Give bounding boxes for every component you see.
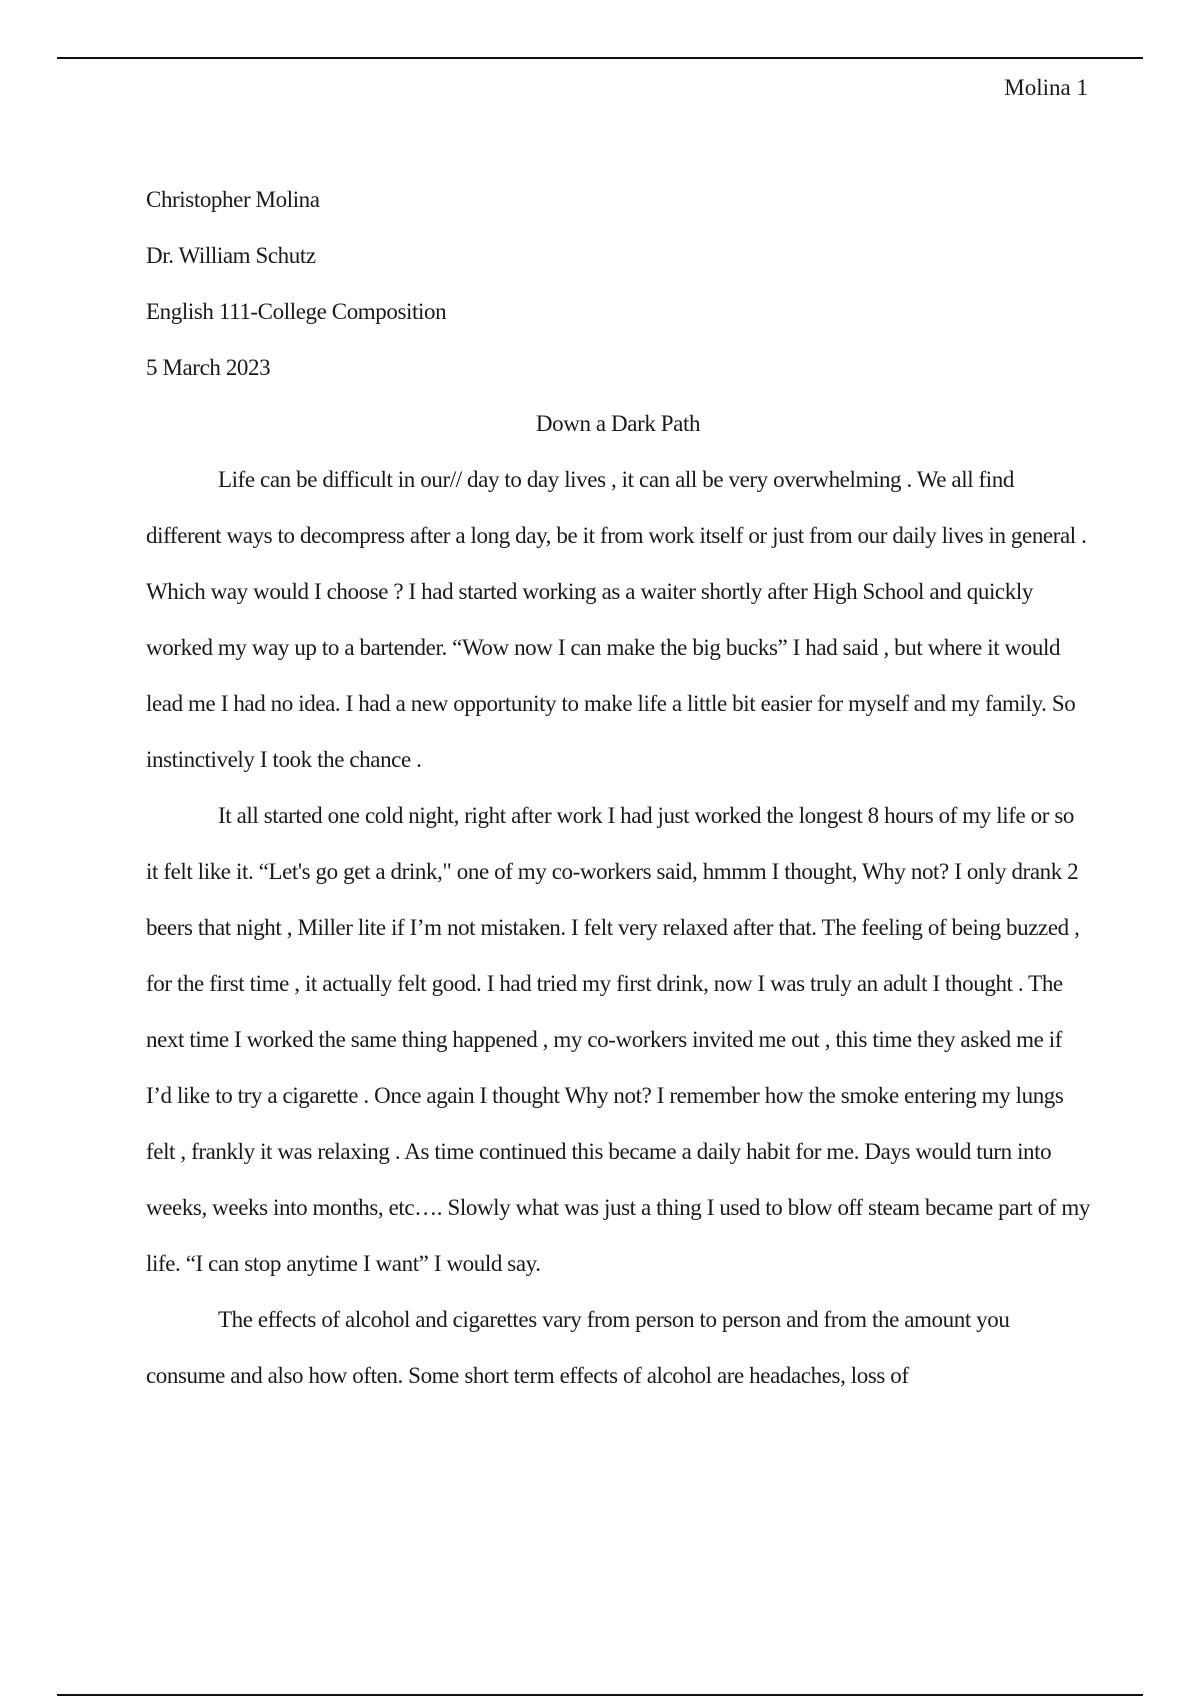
paragraph-3: The effects of alcohol and cigarettes vary from person to person and from the amount you consume and also how often. Some short term effects of alcohol are headaches, loss of (146, 1307, 1010, 1388)
paragraph-2: It all started one cold night, right after work I had just worked the longest 8 hours of my life or so it felt like it. “Let's go get a drink," one of my co-workers said, hmmm I thought, Why not? I only drank 2 beers that night , Miller lite if I’m not mistaken. I felt very relaxed after that. The feeling of being buzzed , for the first time , it actually felt good. I had tried my first drink, now I was truly an adult I thought . The next time I worked the same thing happened , my co-workers invited me out , this time they asked me if I’d like to try a cigarette . Once again I thought Why not? I remember how the smoke entering my lungs felt , frankly it was relaxing . As time continued this became a daily habit for me. Days would turn into weeks, weeks into months, etc…. Slowly what was just a thing I used to blow off steam became part of my life. “I can stop anytime I want” I would say. (146, 803, 1090, 1276)
page-top-rule (57, 57, 1143, 59)
author-name: Christopher Molina (146, 187, 320, 212)
paragraph-1: Life can be difficult in our// day to day lives , it can all be very overwhelming . We all find different ways to decompress after a long day, be it from work itself or just from our daily lives in general . Which way would I choose ? I had started working as a waiter shortly after High School and quickly worked my way up to a bartender. “Wow now I can make the big bucks” I had said , but where it would lead me I had no idea. I had a new opportunity to make life a little bit easier for myself and my family. So instinctively I took the chance . (146, 467, 1087, 772)
document-body (146, 172, 1090, 1404)
page-bottom-rule (57, 1694, 1143, 1696)
course-name: English 111-College Composition (146, 299, 447, 324)
essay-title: Down a Dark Path (535, 411, 701, 436)
instructor-name: Dr. William Schutz (146, 243, 316, 268)
running-head: Molina 1 (1004, 75, 1088, 100)
essay-date: 5 March 2023 (146, 355, 271, 380)
